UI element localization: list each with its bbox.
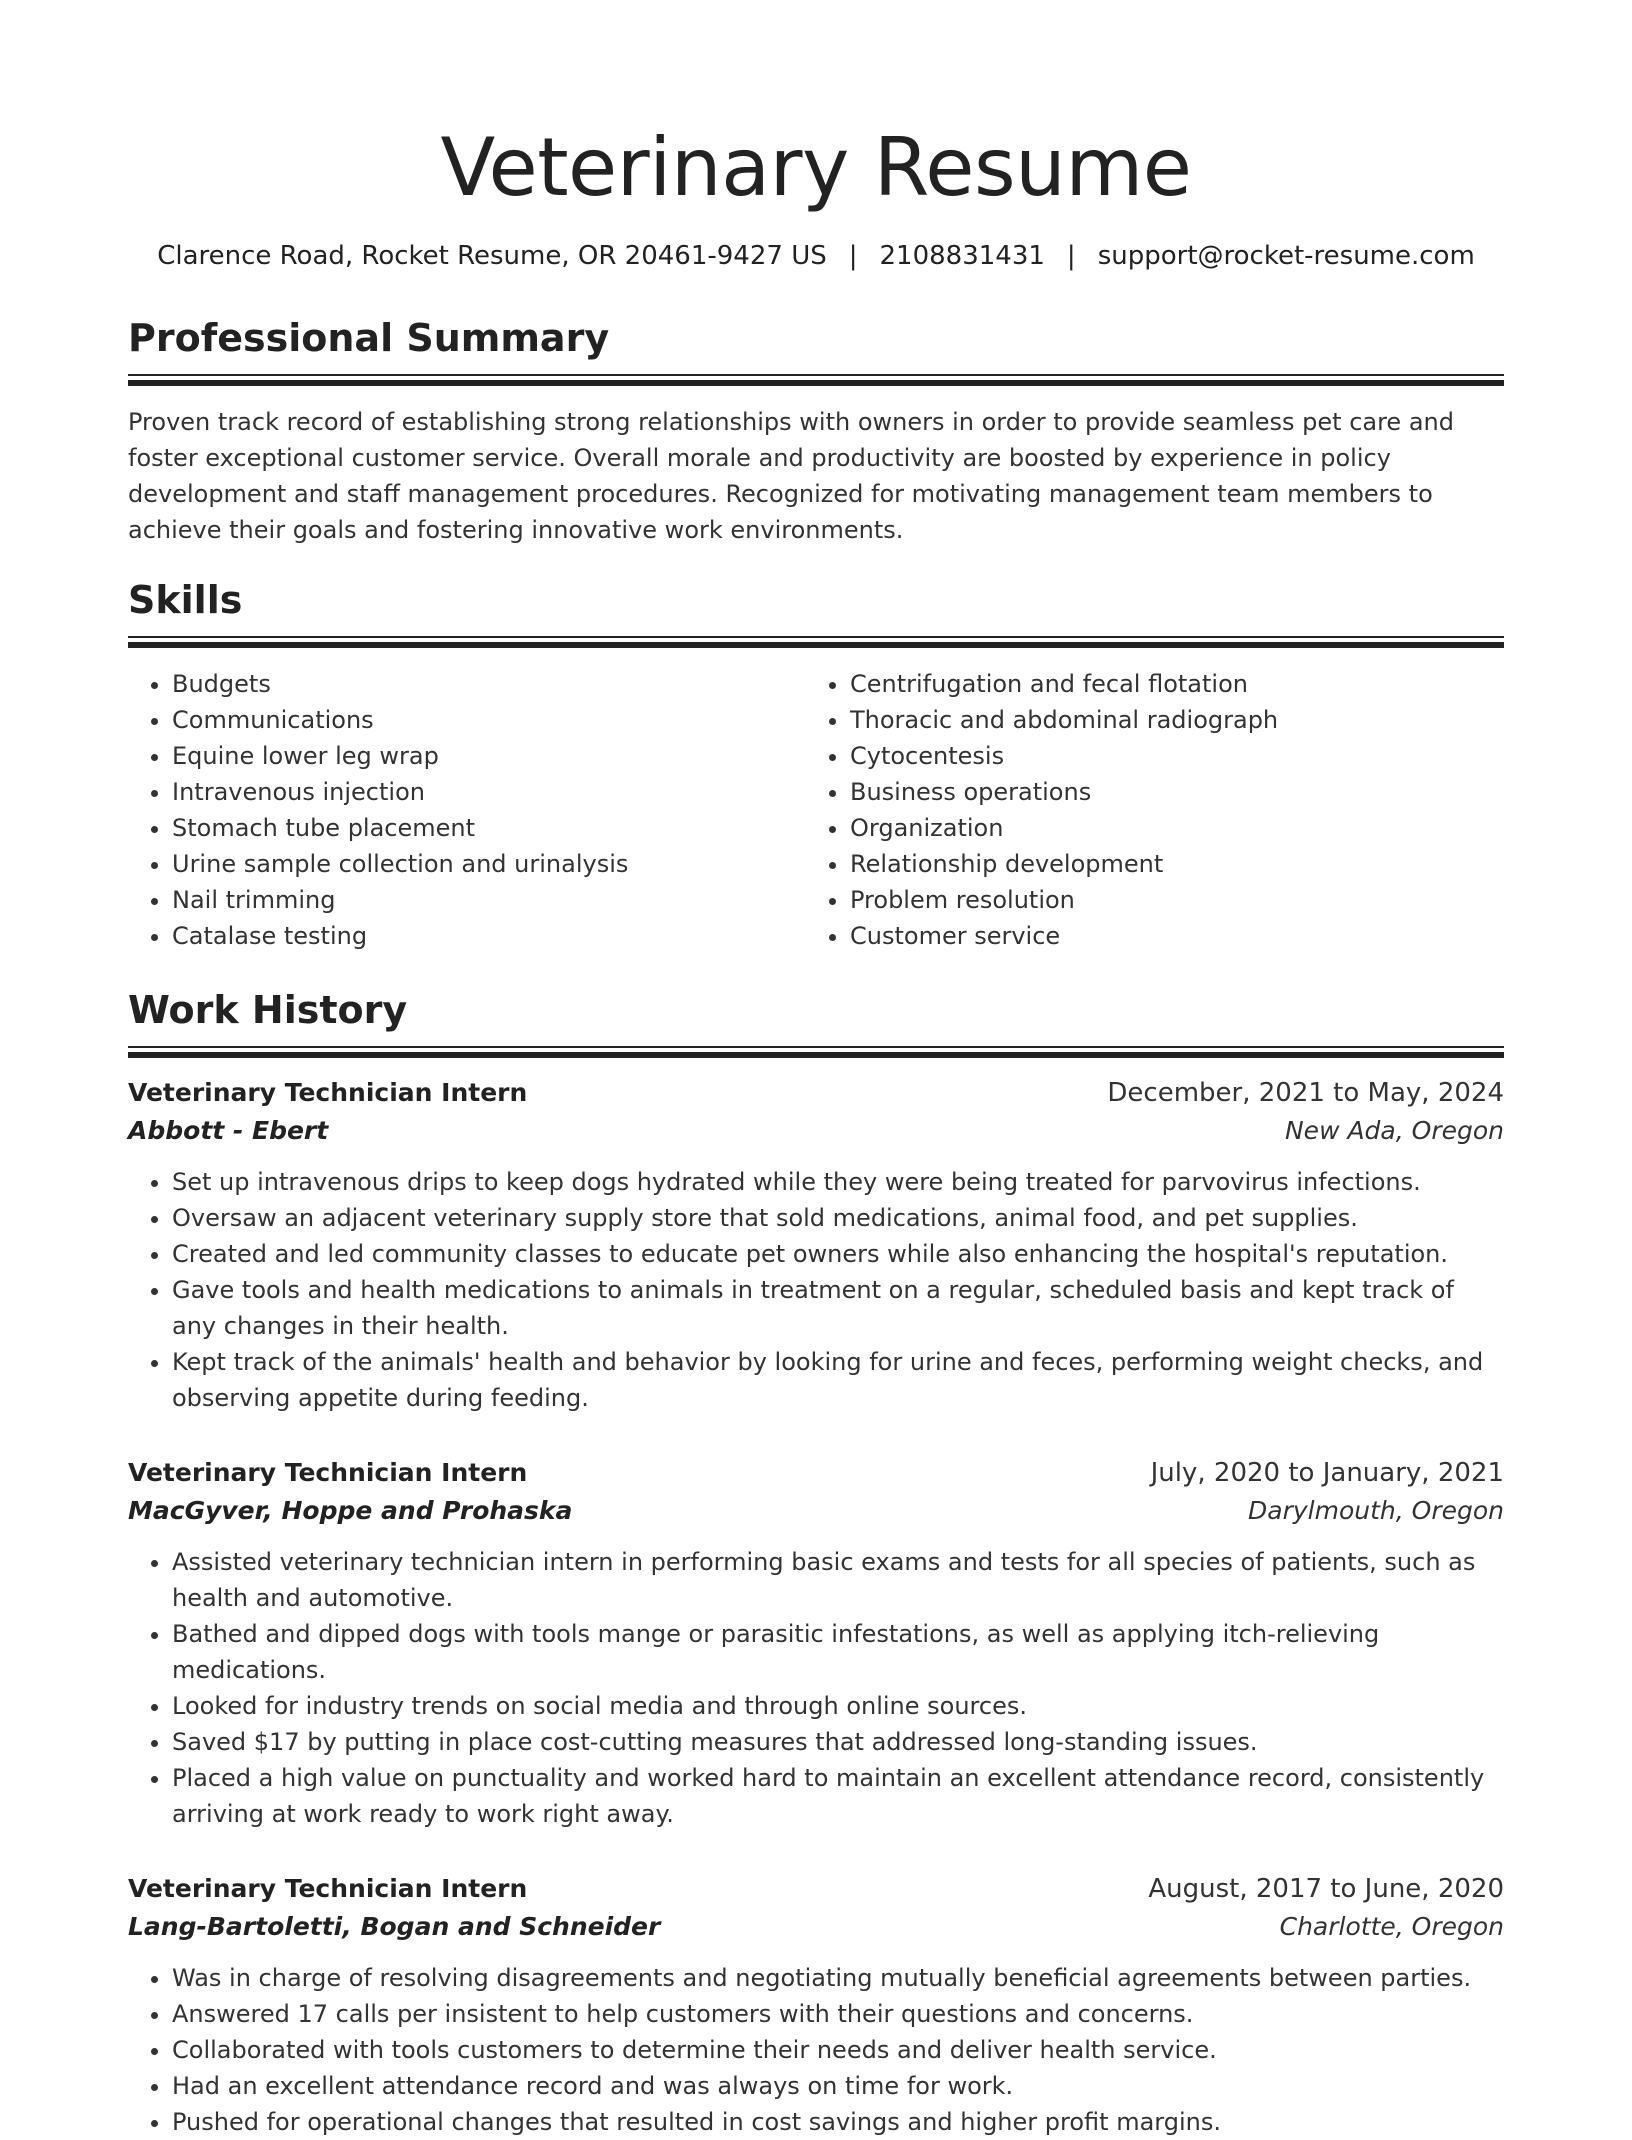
- job-dates: December, 2021 to May, 2024: [1107, 1078, 1504, 1108]
- skill-item: • Intravenous injection: [172, 774, 806, 810]
- job-location: Darylmouth, Oregon: [1248, 1496, 1504, 1525]
- job-company-row: [128, 1492, 1504, 1530]
- job-duties: [128, 1164, 1504, 1416]
- skill-item: • Catalase testing: [172, 918, 806, 954]
- contact-address: Clarence Road, Rocket Resume, OR 20461-9427 US: [157, 241, 827, 271]
- job-header-row: [128, 1870, 1504, 1908]
- job-duty: • Assisted veterinary technician intern in performing basic exams and tests for all species of patients, such as health and automotive.: [172, 1544, 1504, 1616]
- job-location: New Ada, Oregon: [1284, 1116, 1504, 1145]
- summary-text: Proven track record of establishing strong relationships with owners in order to provide seamless pet care and foster exceptional customer service. Overall morale and productivity are boosted by experience in policy development and staff management procedures. Recognized for motivating management team members to achieve their goals and fostering innovative work environments.: [128, 408, 1454, 544]
- skill-item: • Equine lower leg wrap: [172, 738, 806, 774]
- job-entry: [128, 1870, 1504, 2140]
- job-company-row: [128, 1908, 1504, 1946]
- job-dates: July, 2020 to January, 2021: [1150, 1458, 1504, 1488]
- skills-column-left: [128, 666, 806, 954]
- summary-section: [128, 314, 1504, 548]
- job-company: MacGyver, Hoppe and Prohaska: [128, 1496, 573, 1525]
- skill-item: • Relationship development: [850, 846, 1484, 882]
- job-location: Charlotte, Oregon: [1279, 1912, 1504, 1941]
- summary-heading: Professional Summary: [128, 316, 610, 360]
- skill-item: • Thoracic and abdominal radiograph: [850, 702, 1484, 738]
- contact-email: support@rocket-resume.com: [1097, 241, 1475, 271]
- job-duty: • Collaborated with tools customers to determine their needs and deliver health service.: [172, 2032, 1504, 2068]
- job-company: Abbott - Ebert: [128, 1116, 329, 1145]
- skill-item: • Communications: [172, 702, 806, 738]
- section-divider: [128, 374, 1504, 388]
- job-company-row: [128, 1112, 1504, 1150]
- job-duties: [128, 1960, 1504, 2140]
- job-title: Veterinary Technician Intern: [128, 1078, 528, 1107]
- resume-page: [128, 0, 1504, 2140]
- job-title: Veterinary Technician Intern: [128, 1874, 528, 1903]
- work-history-section: [128, 986, 1504, 2140]
- job-duty: • Set up intravenous drips to keep dogs hydrated while they were being treated for parvovirus infections.: [172, 1164, 1504, 1200]
- skill-item: • Centrifugation and fecal flotation: [850, 666, 1484, 702]
- skill-item: • Urine sample collection and urinalysis: [172, 846, 806, 882]
- skill-item: • Stomach tube placement: [172, 810, 806, 846]
- job-duty: • Gave tools and health medications to animals in treatment on a regular, scheduled basis and kept track of any changes in their health.: [172, 1272, 1504, 1344]
- contact-separator: |: [848, 241, 858, 271]
- job-duty: • Placed a high value on punctuality and worked hard to maintain an excellent attendance record, consistently arriving at work ready to work right away.: [172, 1760, 1504, 1832]
- skills-grid: [128, 666, 1504, 954]
- job-duty: • Was in charge of resolving disagreements and negotiating mutually beneficial agreements between parties.: [172, 1960, 1504, 1996]
- contact-line: [128, 238, 1504, 274]
- job-duty: • Oversaw an adjacent veterinary supply store that sold medications, animal food, and pet supplies.: [172, 1200, 1504, 1236]
- section-divider: [128, 636, 1504, 650]
- job-duty: • Had an excellent attendance record and was always on time for work.: [172, 2068, 1504, 2104]
- job-duty: • Saved $17 by putting in place cost-cutting measures that addressed long-standing issues.: [172, 1724, 1504, 1760]
- contact-phone: 2108831431: [879, 241, 1045, 271]
- work-history-heading: Work History: [128, 988, 408, 1032]
- skill-item: • Business operations: [850, 774, 1484, 810]
- job-duty: • Looked for industry trends on social media and through online sources.: [172, 1688, 1504, 1724]
- skill-item: • Organization: [850, 810, 1484, 846]
- skills-column-right: [806, 666, 1484, 954]
- job-entry: [128, 1074, 1504, 1416]
- resume-title: Veterinary Resume: [440, 121, 1192, 214]
- job-duty: • Kept track of the animals' health and behavior by looking for urine and feces, performing weight checks, and observing appetite during feeding.: [172, 1344, 1504, 1416]
- skills-heading: Skills: [128, 578, 243, 622]
- skill-item: • Customer service: [850, 918, 1484, 954]
- job-entry: [128, 1454, 1504, 1832]
- skill-item: • Nail trimming: [172, 882, 806, 918]
- job-duties: [128, 1544, 1504, 1832]
- job-duty: • Bathed and dipped dogs with tools mange or parasitic infestations, as well as applying itch-relieving medications.: [172, 1616, 1504, 1688]
- job-duty: • Pushed for operational changes that resulted in cost savings and higher profit margins.: [172, 2104, 1504, 2140]
- job-header-row: [128, 1074, 1504, 1112]
- skill-item: • Budgets: [172, 666, 806, 702]
- job-dates: August, 2017 to June, 2020: [1148, 1874, 1504, 1904]
- job-duty: • Created and led community classes to educate pet owners while also enhancing the hospital's reputation.: [172, 1236, 1504, 1272]
- skill-item: • Cytocentesis: [850, 738, 1484, 774]
- job-company: Lang-Bartoletti, Bogan and Schneider: [128, 1912, 661, 1941]
- skills-section: [128, 576, 1504, 954]
- contact-separator: |: [1066, 241, 1076, 271]
- skill-item: • Problem resolution: [850, 882, 1484, 918]
- job-header-row: [128, 1454, 1504, 1492]
- job-duty: • Answered 17 calls per insistent to help customers with their questions and concerns.: [172, 1996, 1504, 2032]
- job-title: Veterinary Technician Intern: [128, 1458, 528, 1487]
- section-divider: [128, 1046, 1504, 1060]
